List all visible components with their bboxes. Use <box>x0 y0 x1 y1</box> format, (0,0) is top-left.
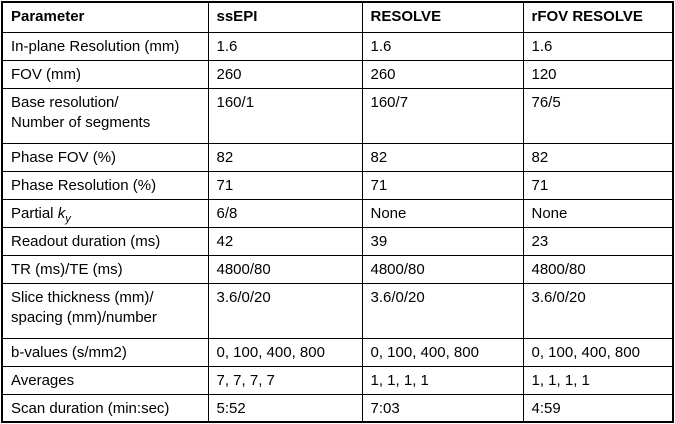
value-cell: 3.6/0/20 <box>523 283 673 338</box>
value-cell: 42 <box>208 227 362 255</box>
param-text: Partial <box>11 204 58 222</box>
value-cell: 71 <box>523 171 673 199</box>
value-cell: 0, 100, 400, 800 <box>208 338 362 366</box>
table-row <box>2 199 673 227</box>
value-cell: 1.6 <box>362 32 523 60</box>
value-cell: 76/5 <box>523 88 673 143</box>
param-cell: Phase Resolution (%) <box>2 171 208 199</box>
value-cell: 1, 1, 1, 1 <box>523 366 673 394</box>
value-cell: 7:03 <box>362 394 523 422</box>
value-cell: 0, 100, 400, 800 <box>362 338 523 366</box>
header-ssepi: ssEPI <box>208 2 362 32</box>
value-cell: None <box>523 199 673 227</box>
param-text-line2: spacing (mm)/number <box>11 308 157 326</box>
table-row <box>2 366 673 394</box>
value-cell: 1.6 <box>208 32 362 60</box>
param-cell <box>2 199 208 227</box>
value-cell: 160/1 <box>208 88 362 143</box>
value-cell: 82 <box>362 143 523 171</box>
param-text-line1: Slice thickness (mm)/ <box>11 288 154 306</box>
param-text-line1: Base resolution/ <box>11 93 119 111</box>
param-cell: TR (ms)/TE (ms) <box>2 255 208 283</box>
param-cell: Readout duration (ms) <box>2 227 208 255</box>
value-cell: 4800/80 <box>523 255 673 283</box>
k-italic: k <box>57 204 66 222</box>
param-text-line2: Number of segments <box>11 113 151 131</box>
value-cell: 3.6/0/20 <box>208 283 362 338</box>
table-row <box>2 255 673 283</box>
table-row <box>2 171 673 199</box>
table-row <box>2 338 673 366</box>
value-cell: 6/8 <box>208 199 362 227</box>
value-cell: 160/7 <box>362 88 523 143</box>
table-row <box>2 60 673 88</box>
header-row <box>2 2 673 32</box>
value-cell: 1.6 <box>523 32 673 60</box>
value-cell: 260 <box>362 60 523 88</box>
value-cell: 260 <box>208 60 362 88</box>
value-cell: 1, 1, 1, 1 <box>362 366 523 394</box>
value-cell: 82 <box>208 143 362 171</box>
param-cell: b-values (s/mm2) <box>2 338 208 366</box>
scan-parameters-table-container <box>0 1 675 424</box>
param-cell: In-plane Resolution (mm) <box>2 32 208 60</box>
param-cell: Scan duration (min:sec) <box>2 394 208 422</box>
value-cell: None <box>362 199 523 227</box>
param-cell: Phase FOV (%) <box>2 143 208 171</box>
value-cell: 3.6/0/20 <box>362 283 523 338</box>
param-cell: Averages <box>2 366 208 394</box>
value-cell: 5:52 <box>208 394 362 422</box>
table-row <box>2 394 673 422</box>
value-cell: 0, 100, 400, 800 <box>523 338 673 366</box>
header-resolve: RESOLVE <box>362 2 523 32</box>
value-cell: 39 <box>362 227 523 255</box>
table-row <box>2 283 673 338</box>
value-cell: 120 <box>523 60 673 88</box>
value-cell: 7, 7, 7, 7 <box>208 366 362 394</box>
scan-parameters-table <box>1 1 674 423</box>
y-subscript: y <box>65 212 71 225</box>
value-cell: 23 <box>523 227 673 255</box>
k-y-symbol <box>57 204 71 225</box>
param-cell <box>2 88 208 143</box>
table-row <box>2 143 673 171</box>
header-parameter: Parameter <box>2 2 208 32</box>
value-cell: 71 <box>208 171 362 199</box>
param-cell: FOV (mm) <box>2 60 208 88</box>
value-cell: 82 <box>523 143 673 171</box>
value-cell: 4800/80 <box>208 255 362 283</box>
param-cell <box>2 283 208 338</box>
header-rfov-resolve: rFOV RESOLVE <box>523 2 673 32</box>
table-row <box>2 227 673 255</box>
table-row <box>2 32 673 60</box>
table-row <box>2 88 673 143</box>
value-cell: 4800/80 <box>362 255 523 283</box>
value-cell: 4:59 <box>523 394 673 422</box>
value-cell: 71 <box>362 171 523 199</box>
